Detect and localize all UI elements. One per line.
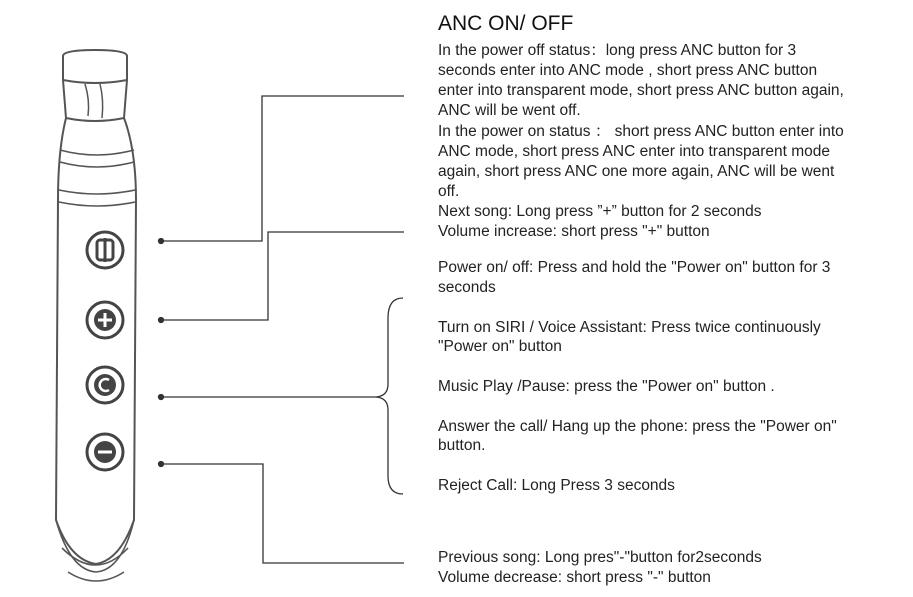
- power-button-icon: [87, 367, 123, 403]
- anc-power-on-line: ANC mode, short press ANC enter into transparent mode: [438, 143, 830, 160]
- anc-power-off-line: enter into transparent mode, short press ANC button again,: [438, 82, 844, 99]
- answer-call-text: Answer the call/ Hang up the phone: press the "Power on": [438, 418, 837, 435]
- anc-power-off-line: In the power off status：long press ANC button for 3: [438, 42, 797, 59]
- siri-text: Turn on SIRI / Voice Assistant: Press twice continuously: [438, 319, 821, 336]
- minus-leader-line: [159, 462, 405, 564]
- siri-text: "Power on" button: [438, 338, 562, 355]
- anc-power-off-line: seconds enter into ANC mode , short press ANC button: [438, 62, 818, 79]
- previous-song-text: Previous song: Long pres"-"button for2seconds: [438, 549, 762, 566]
- anc-heading: ANC ON/ OFF: [438, 12, 574, 35]
- anc-leader-line: [159, 96, 405, 244]
- plus-leader-line: [159, 232, 405, 323]
- volume-increase-text: Volume increase: short press "+" button: [438, 223, 710, 240]
- next-song-text: Next song: Long press ”+” button for 2 seconds: [438, 203, 762, 220]
- anc-power-off-line: ANC will be went off.: [438, 102, 581, 119]
- minus-button-icon: [87, 434, 123, 470]
- plus-button-icon: [87, 302, 123, 338]
- anc-power-on-line: In the power on status ： short press ANC button enter into: [438, 123, 844, 140]
- music-play-pause-text: Music Play /Pause: press the "Power on" button .: [438, 378, 775, 395]
- power-on-off-text: Power on/ off: Press and hold the "Power on" button for 3: [438, 259, 831, 276]
- anc-button-icon: [87, 232, 123, 268]
- answer-call-text: button.: [438, 437, 486, 454]
- power-on-off-text: seconds: [438, 279, 496, 296]
- anc-power-on-line: off.: [438, 183, 460, 200]
- volume-decrease-text: Volume decrease: short press "-" button: [438, 569, 711, 586]
- reject-call-text: Reject Call: Long Press 3 seconds: [438, 477, 675, 494]
- anc-power-on-line: again, short press ANC one more again, ANC will be went: [438, 163, 835, 180]
